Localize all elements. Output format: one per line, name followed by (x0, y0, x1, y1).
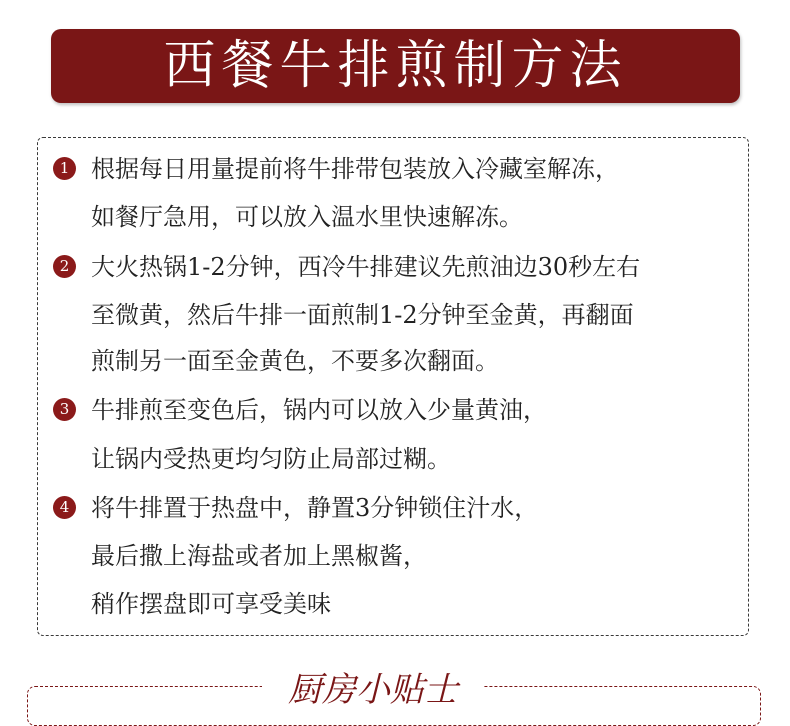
step-4-line-1: 将牛排置于热盘中，静置3分钟锁住汁水， (91, 494, 539, 522)
step-3-badge: 3 (53, 398, 76, 421)
step-3-line-1: 牛排煎至变色后，锅内可以放入少量黄油， (91, 396, 547, 424)
step-2-line-1: 大火热锅1-2分钟，西冷牛排建议先煎油边30秒左右 (91, 253, 641, 281)
step-4-badge: 4 (53, 496, 76, 519)
step-1-badge: 1 (53, 157, 76, 180)
step-3-line-2: 让锅内受热更均匀防止局部过糊。 (91, 445, 451, 473)
step-2-line-3: 煎制另一面至金黄色，不要多次翻面。 (91, 347, 499, 375)
tips-title-wrap (262, 668, 484, 708)
title-banner (51, 29, 740, 103)
step-4-line-2: 最后撒上海盐或者加上黑椒酱， (91, 542, 427, 570)
step-1-line-2: 如餐厅急用，可以放入温水里快速解冻。 (91, 203, 523, 231)
step-1-line-1: 根据每日用量提前将牛排带包装放入冷藏室解冻， (91, 155, 619, 183)
step-4-line-3: 稍作摆盘即可享受美味 (91, 590, 331, 618)
tips-title: 厨房小贴士 (288, 670, 458, 710)
step-2-line-2: 至微黄，然后牛排一面煎制1-2分钟至金黄，再翻面 (91, 301, 634, 329)
step-2-badge: 2 (53, 255, 76, 278)
page-title: 西餐牛排煎制方法 (163, 36, 628, 96)
